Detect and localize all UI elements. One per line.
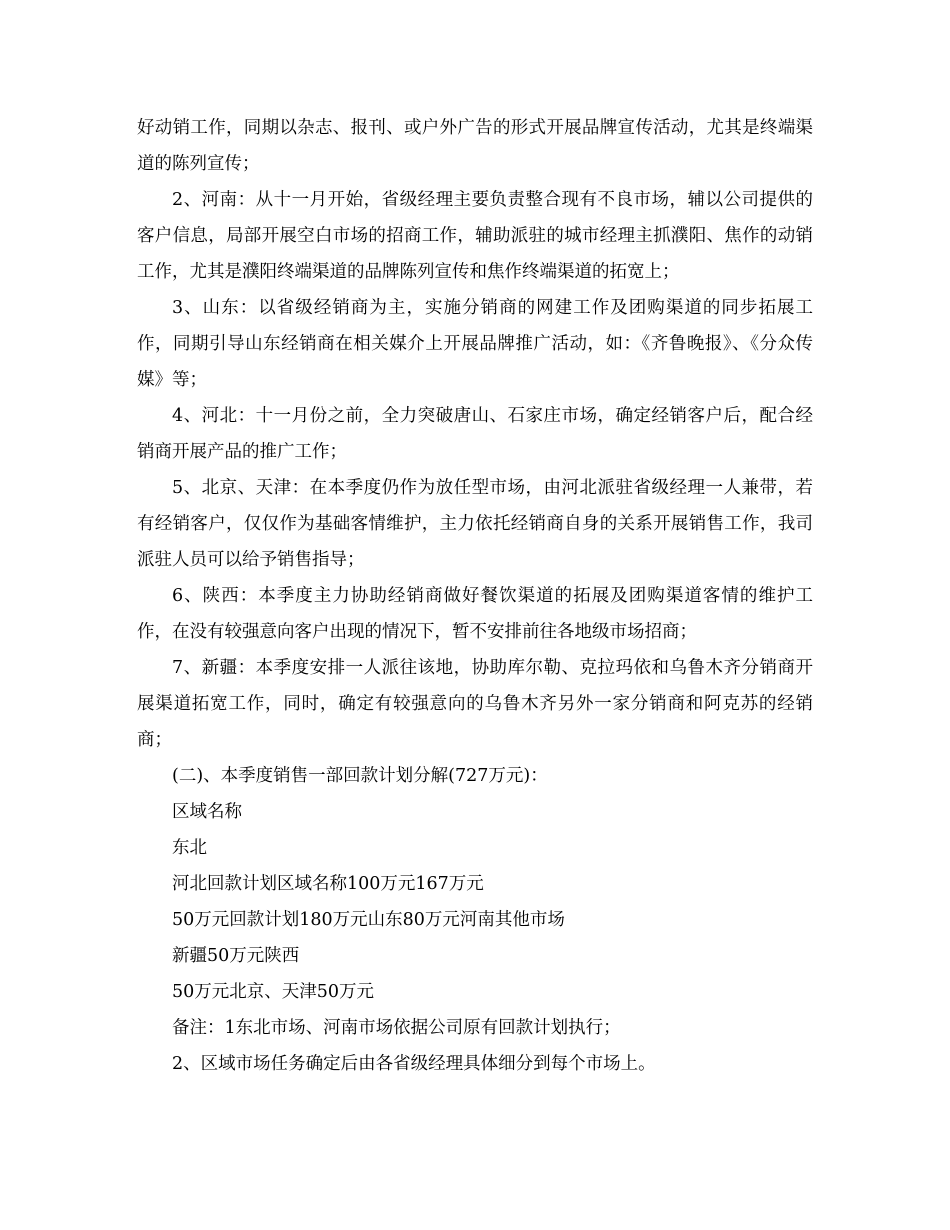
document-body (137, 110, 813, 1082)
paragraph-xinjiang: 7、新疆：本季度安排一人派往该地，协助库尔勒、克拉玛依和乌鲁木齐分销商开展渠道拓宽工作，同时，确定有较强意向的乌鲁木齐另外一家分销商和阿克苏的经销商； (137, 658, 813, 750)
table-line: 区域名称 (172, 802, 242, 822)
note-line: 备注：1东北市场、河南市场依据公司原有回款计划执行； (172, 1018, 621, 1038)
table-line: 50万元北京、天津50万元 (172, 982, 375, 1002)
table-line: 新疆50万元陕西 (172, 946, 300, 966)
section-heading: (二)、本季度销售一部回款计划分解(727万元)： (172, 766, 548, 786)
paragraph-hebei: 4、河北：十一月份之前，全力突破唐山、石家庄市场，确定经销客户后，配合经销商开展产品的推广工作； (137, 406, 813, 462)
paragraph-shaanxi: 6、陕西：本季度主力协助经销商做好餐饮渠道的拓展及团购渠道客情的维护工作，在没有较强意向客户出现的情况下，暂不安排前往各地级市场招商； (137, 586, 813, 642)
table-line: 50万元回款计划180万元山东80万元河南其他市场 (172, 910, 565, 930)
paragraph-shandong: 3、山东：以省级经销商为主，实施分销商的网建工作及团购渠道的同步拓展工作，同期引导山东经销商在相关媒介上开展品牌推广活动，如：《齐鲁晚报》、《分众传媒》等； (137, 298, 813, 390)
table-line: 河北回款计划区域名称100万元167万元 (172, 874, 484, 894)
note-line: 2、区域市场任务确定后由各省级经理具体细分到每个市场上。 (172, 1054, 656, 1074)
paragraph-beijing-tianjin: 5、北京、天津：在本季度仍作为放任型市场，由河北派驻省级经理一人兼带，若有经销客户，仅仅作为基础客情维护，主力依托经销商自身的关系开展销售工作，我司派驻人员可以给予销售指导； (137, 478, 813, 570)
paragraph-continuation: 好动销工作，同期以杂志、报刊、或户外广告的形式开展品牌宣传活动，尤其是终端渠道的陈列宣传； (137, 118, 813, 174)
paragraph-henan: 2、河南：从十一月开始，省级经理主要负责整合现有不良市场，辅以公司提供的客户信息，局部开展空白市场的招商工作，辅助派驻的城市经理主抓濮阳、焦作的动销工作，尤其是濮阳终端渠道的品牌陈列宣传和焦作终端渠道的拓宽上； (137, 190, 813, 282)
table-line: 东北 (172, 838, 207, 858)
